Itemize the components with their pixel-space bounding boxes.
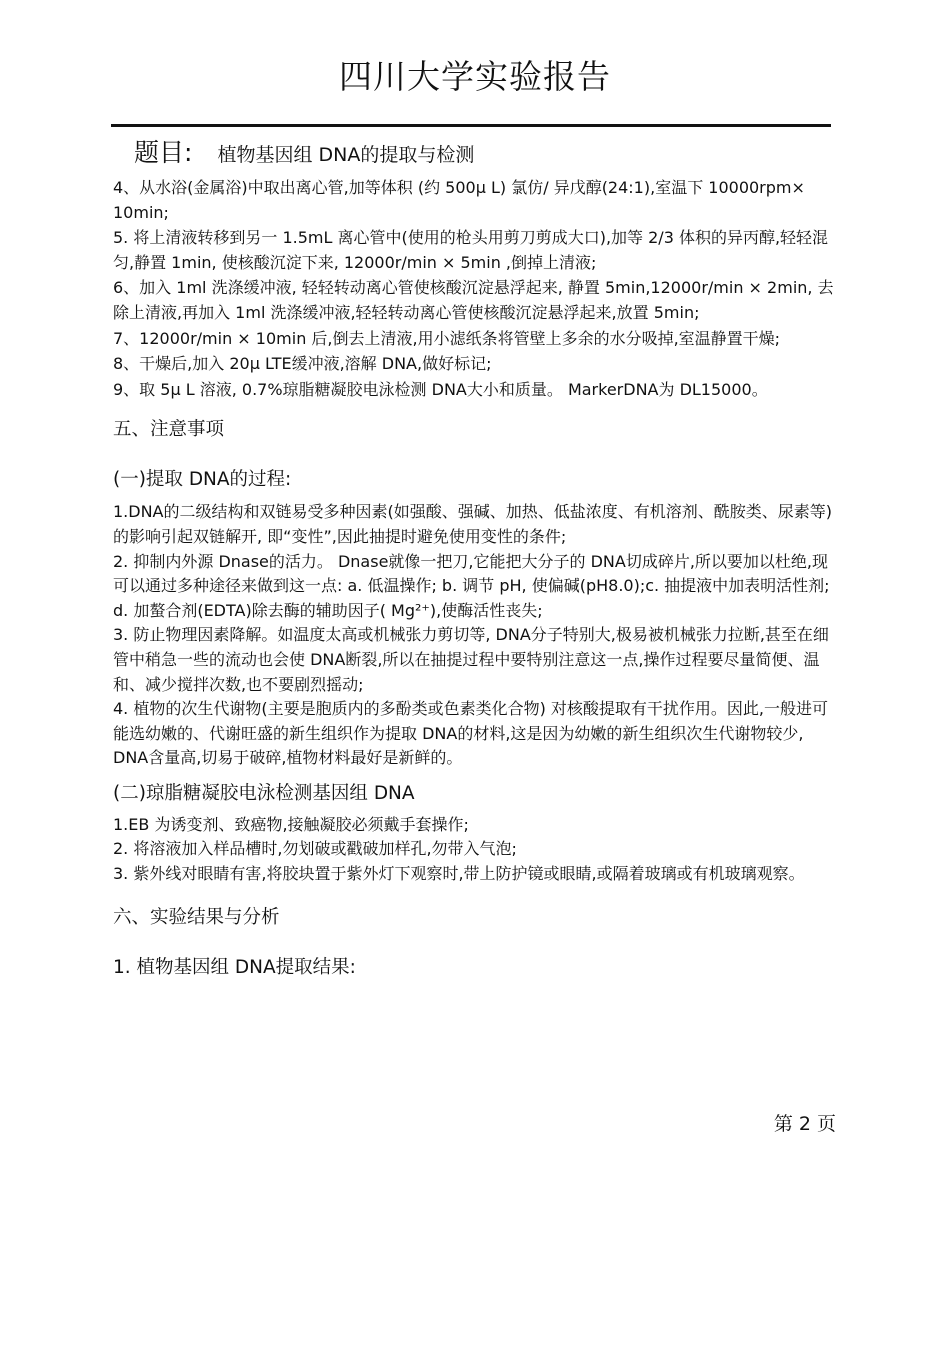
subject-line bbox=[134, 136, 474, 172]
section-5-heading: 五、注意事项 bbox=[113, 419, 225, 441]
step-9: 9、取 5μ L 溶液, 0.7%琼脂糖凝胶电泳检测 DNA大小和质量。 MarkerDNA为 DL15000。 bbox=[113, 379, 768, 399]
step-8: 8、干燥后,加入 20μ LTE缓冲液,溶解 DNA,做好标记; bbox=[113, 354, 492, 374]
step-6: 6、加入 1ml 洗涤缓冲液, 轻轻转动离心管使核酸沉淀悬浮起来, 静置 5min,12000r/min × 2min, 去除上清液,再加入 1ml 洗涤缓冲液,轻轻转动离心管使核酸沉淀悬浮起来,放置 5min; bbox=[113, 278, 834, 322]
subject-label: 题目: bbox=[134, 138, 193, 167]
section-6-heading: 六、实验结果与分析 bbox=[113, 906, 280, 928]
page-number: 第 2 页 bbox=[773, 1113, 836, 1135]
note-item: 3. 防止物理因素降解。如温度太高或机械张力剪切等, DNA分子特别大,极易被机械张力拉断,甚至在细管中稍急一些的流动也会使 DNA断裂,所以在抽提过程中要特别注意这一点,操作过程要尽量简便、温和、减少搅拌次数,也不要剧烈摇动; bbox=[113, 625, 829, 694]
result-1-heading: 1. 植物基因组 DNA提取结果: bbox=[113, 956, 356, 978]
report-title: 四川大学实验报告 bbox=[339, 57, 611, 96]
section-5-sub2-heading: (二)琼脂糖凝胶电泳检测基因组 DNA bbox=[113, 782, 415, 804]
step-4: 4、从水浴(金属浴)中取出离心管,加等体积 (约 500μ L) 氯仿/ 异戊醇(24:1),室温下 10000rpm× 10min; bbox=[113, 178, 810, 222]
note-item: 2. 将溶液加入样品槽时,勿划破或戳破加样孔,勿带入气泡; bbox=[113, 839, 517, 859]
note-item: 4. 植物的次生代谢物(主要是胞质内的多酚类或色素类化合物) 对核酸提取有干扰作用。因此,一般进可能选幼嫩的、代谢旺盛的新生组织作为提取 DNA的材料,这是因为幼嫩的新生组织次生代谢物较少, DNA含量高,切易于破碎,植物材料最好是新鲜的。 bbox=[113, 699, 829, 768]
section-5-sub1-heading: (一)提取 DNA的过程: bbox=[113, 469, 292, 491]
note-item: 2. 抑制内外源 Dnase的活力。 Dnase就像一把刀,它能把大分子的 DNA切成碎片,所以要加以杜绝,现可以通过多种途径来做到这一点: a. 低温操作; b. 调节 pH, 使偏碱(pH8.0);c. 抽提液中加表明活性剂; d. 加螯合剂(EDTA)除去酶的辅助因子( Mg²⁺),使酶活性丧失; bbox=[113, 551, 835, 620]
step-5: 5. 将上清液转移到另一 1.5mL 离心管中(使用的枪头用剪刀剪成大口),加等 2/3 体积的异丙醇,轻轻混匀,静置 1min, 使核酸沉淀下来, 12000r/min × 5min ,倒掉上清液; bbox=[113, 228, 829, 272]
report-body bbox=[113, 176, 843, 981]
step-7: 7、12000r/min × 10min 后,倒去上清液,用小滤纸条将管壁上多余的水分吸掉,室温静置干燥; bbox=[113, 328, 781, 348]
note-item: 1.DNA的二级结构和双链易受多种因素(如强酸、强碱、加热、低盐浓度、有机溶剂、酰胺类、尿素等)的影响引起双链解开, 即“变性”,因此抽提时避免使用变性的条件; bbox=[113, 502, 832, 546]
title-divider bbox=[111, 124, 831, 127]
note-item: 1.EB 为诱变剂、致癌物,接触凝胶必须戴手套操作; bbox=[113, 814, 469, 834]
subject-value: 植物基因组 DNA的提取与检测 bbox=[217, 144, 475, 166]
note-item: 3. 紫外线对眼睛有害,将胶块置于紫外灯下观察时,带上防护镜或眼睛,或隔着玻璃或有机玻璃观察。 bbox=[113, 864, 805, 884]
